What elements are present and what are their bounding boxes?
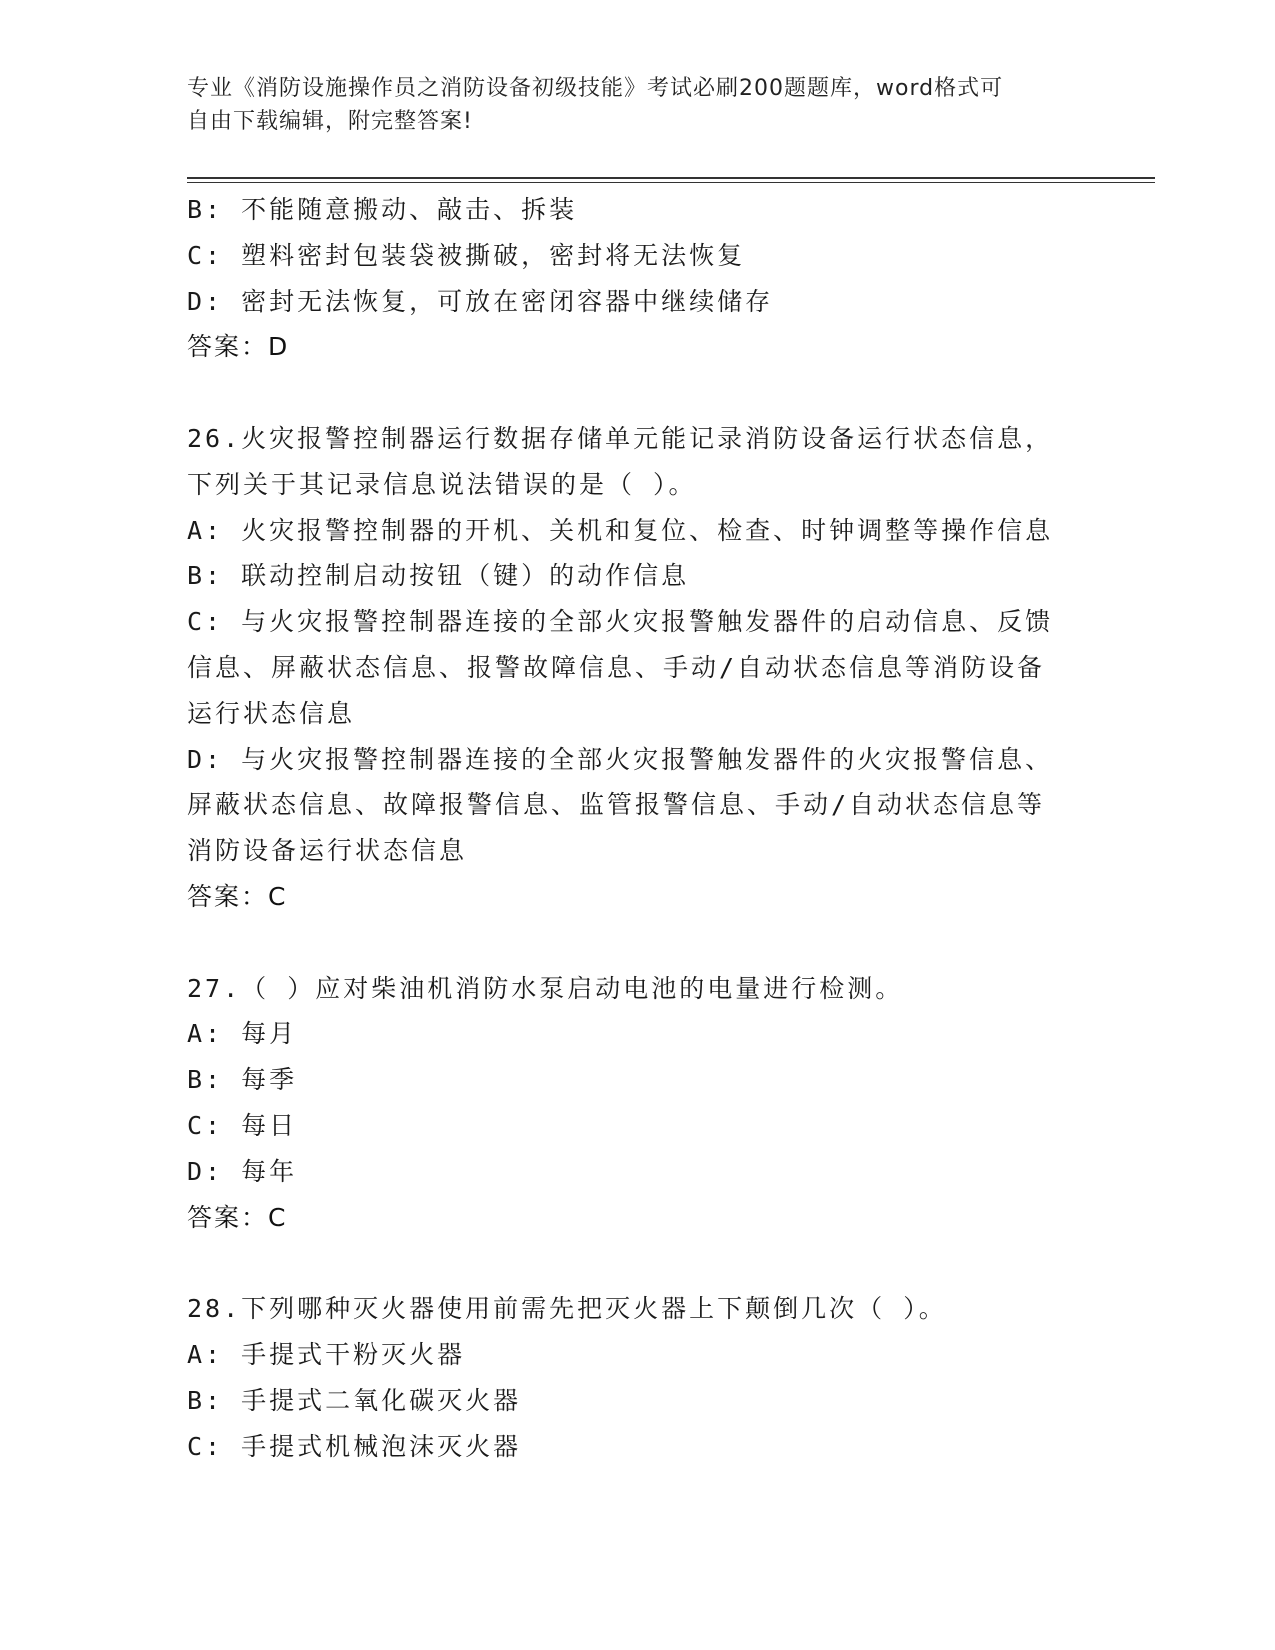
header-divider-thin [187, 182, 1155, 183]
header-divider-thick [187, 177, 1155, 179]
option-d: D: 密封无法恢复，可放在密闭容器中继续储存 [187, 286, 774, 316]
option-d: 屏蔽状态信息、故障报警信息、监管报警信息、手动/自动状态信息等 [187, 790, 1046, 820]
question-25-continued [187, 187, 1087, 370]
option-a: A: 火灾报警控制器的开机、关机和复位、检查、时钟调整等操作信息 [187, 515, 1054, 545]
question-stem: 26.火灾报警控制器运行数据存储单元能记录消防设备运行状态信息， [187, 423, 1054, 453]
option-c: C: 塑料密封包装袋被撕破，密封将无法恢复 [187, 240, 746, 270]
question-28 [187, 1286, 1087, 1469]
option-b: B: 每季 [187, 1065, 298, 1095]
option-c: C: 手提式机械泡沫灭火器 [187, 1431, 522, 1461]
question-stem: 28.下列哪种灭火器使用前需先把灭火器上下颠倒几次（ ）。 [187, 1294, 947, 1324]
question-stem: 27.（ ）应对柴油机消防水泵启动电池的电量进行检测。 [187, 973, 904, 1003]
option-b: B: 联动控制启动按钮（键）的动作信息 [187, 561, 690, 591]
option-d: 消防设备运行状态信息 [187, 836, 468, 866]
question-26 [187, 416, 1087, 920]
option-a: A: 手提式干粉灭火器 [187, 1339, 466, 1369]
answer: 答案：C [187, 1202, 288, 1232]
page-header [187, 72, 1067, 138]
question-list [187, 187, 1087, 1469]
header-title-line-1: 专业《消防设施操作员之消防设备初级技能》考试必刷200题题库，word格式可 [187, 76, 1004, 101]
spacer [187, 1240, 1087, 1286]
answer: 答案：C [187, 881, 288, 911]
option-c: C: 每日 [187, 1110, 298, 1140]
option-c: 信息、屏蔽状态信息、报警故障信息、手动/自动状态信息等消防设备 [187, 652, 1046, 682]
option-d: D: 每年 [187, 1156, 298, 1186]
question-stem: 下列关于其记录信息说法错误的是（ ）。 [187, 469, 697, 499]
option-a: A: 每月 [187, 1019, 298, 1049]
option-c: 运行状态信息 [187, 698, 356, 728]
answer: 答案：D [187, 332, 290, 362]
option-c: C: 与火灾报警控制器连接的全部火灾报警触发器件的启动信息、反馈 [187, 607, 1054, 637]
option-b: B: 手提式二氧化碳灭火器 [187, 1385, 522, 1415]
header-title-line-2: 自由下载编辑，附完整答案! [187, 109, 473, 134]
spacer [187, 370, 1087, 416]
question-27 [187, 966, 1087, 1241]
spacer [187, 920, 1087, 966]
option-d: D: 与火灾报警控制器连接的全部火灾报警触发器件的火灾报警信息、 [187, 744, 1054, 774]
option-b: B: 不能随意搬动、敲击、拆装 [187, 195, 578, 224]
